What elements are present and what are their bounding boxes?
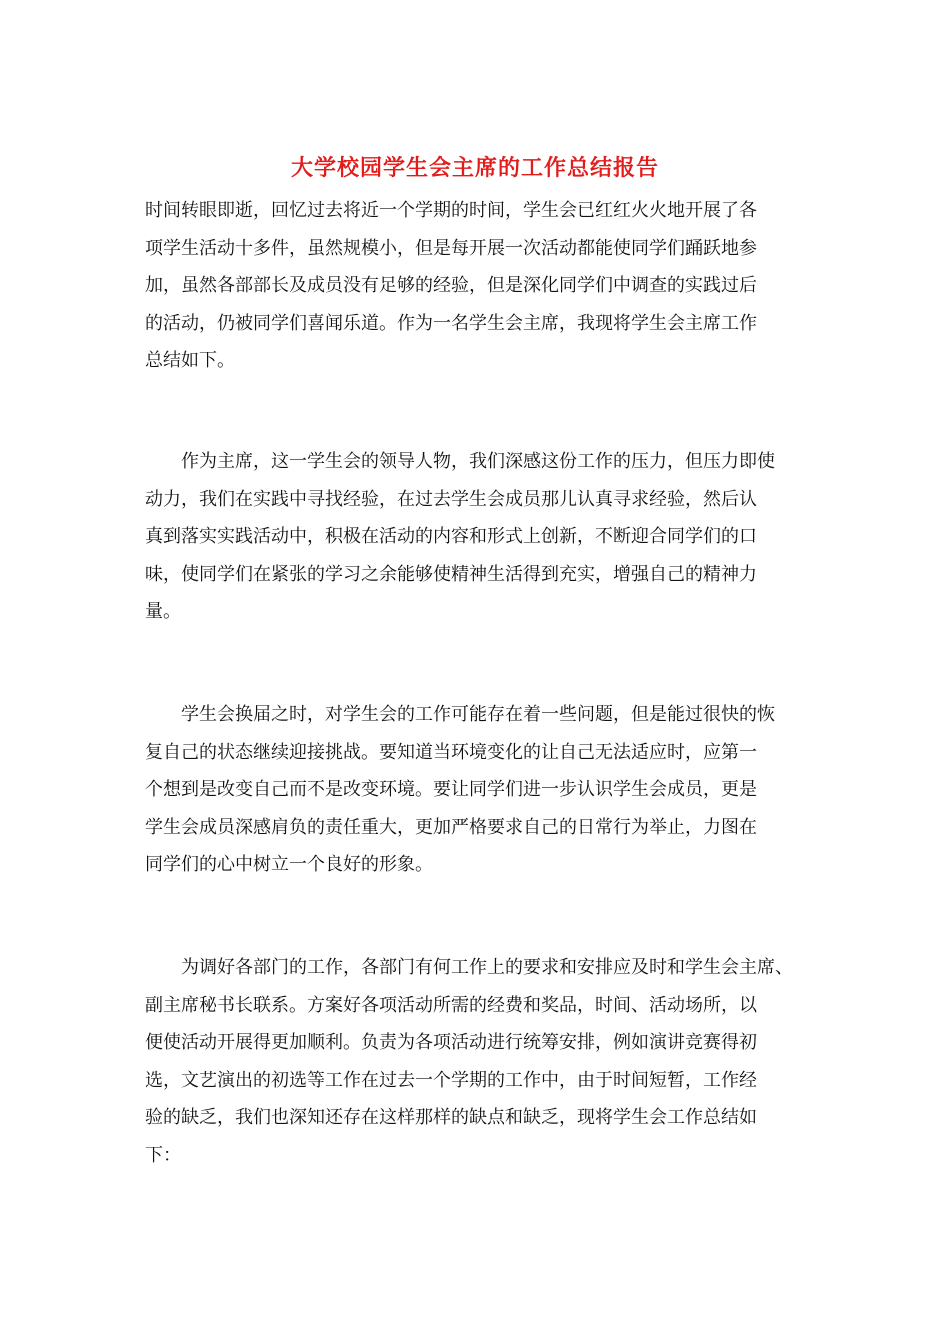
paragraph-line: 为调好各部门的工作，各部门有何工作上的要求和安排应及时和学生会主席、 [145, 957, 793, 978]
paragraph-line: 时间转眼即逝，回忆过去将近一个学期的时间，学生会已红红火火地开展了各 [145, 200, 757, 221]
paragraph-4 [145, 949, 805, 1175]
paragraph-line: 学生会成员深感肩负的责任重大，更加严格要求自己的日常行为举止，力图在 [145, 816, 757, 838]
paragraph-line: 真到落实实践活动中，积极在活动的内容和形式上创新，不断迎合同学们的口 [145, 526, 757, 548]
paragraph-line: 验的缺乏，我们也深知还存在这样那样的缺点和缺乏，现将学生会工作总结如 [145, 1107, 757, 1129]
paragraph-1 [145, 192, 805, 380]
paragraph-line: 学生会换届之时，对学生会的工作可能存在着一些问题，但是能过很快的恢 [145, 704, 775, 725]
paragraph-line: 复自己的状态继续迎接挑战。要知道当环境变化的让自己无法适应时，应第一 [145, 741, 757, 763]
paragraph-2 [145, 443, 805, 631]
paragraph-line: 项学生活动十多件，虽然规模小，但是每开展一次活动都能使同学们踊跃地参 [145, 237, 757, 259]
paragraph-line: 个想到是改变自己而不是改变环境。要让同学们进一步认识学生会成员，更是 [145, 779, 757, 801]
paragraph-3 [145, 696, 805, 884]
paragraph-line: 量。 [145, 601, 181, 623]
paragraph-line: 的活动，仍被同学们喜闻乐道。作为一名学生会主席，我现将学生会主席工作 [145, 312, 757, 334]
paragraph-line: 加，虽然各部部长及成员没有足够的经验，但是深化同学们中调查的实践过后 [145, 275, 757, 297]
paragraph-line: 便使活动开展得更加顺利。负责为各项活动进行统筹安排，例如演讲竞赛得初 [145, 1032, 757, 1054]
paragraph-line: 总结如下。 [145, 350, 235, 372]
paragraph-line: 同学们的心中树立一个良好的形象。 [145, 854, 433, 876]
paragraph-line: 副主席秘书长联系。方案好各项活动所需的经费和奖品，时间、活动场所，以 [145, 994, 757, 1016]
paragraph-line: 动力，我们在实践中寻找经验，在过去学生会成员那儿认真寻求经验，然后认 [145, 488, 757, 510]
paragraph-line: 味，使同学们在紧张的学习之余能够使精神生活得到充实，增强自己的精神力 [145, 563, 757, 585]
paragraph-line: 选，文艺演出的初选等工作在过去一个学期的工作中，由于时间短暂，工作经 [145, 1069, 757, 1091]
paragraph-line: 作为主席，这一学生会的领导人物，我们深感这份工作的压力，但压力即使 [145, 451, 775, 472]
document-title: 大学校园学生会主席的工作总结报告 [290, 155, 659, 181]
paragraph-line: 下： [145, 1144, 181, 1166]
